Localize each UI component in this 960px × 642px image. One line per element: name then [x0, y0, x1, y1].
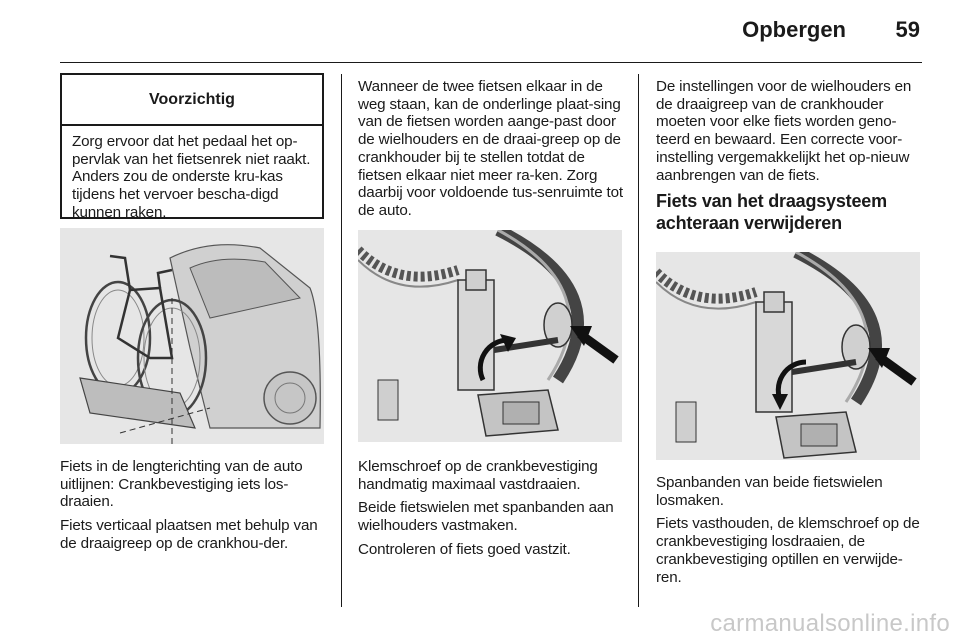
middle-paragraph-1: Klemschroef op de crankbevestiging handmatig maximaal vastdraaien. [358, 458, 598, 493]
right-paragraph-2: Fiets vasthouden, de klemschroef op de crankbevestiging losdraaien, de crankbevestiging optillen en verwijde-ren. [656, 515, 920, 586]
middle-paragraph-3: Controleren of fiets goed vastzit. [358, 540, 571, 558]
right-column-steps [656, 474, 922, 592]
page-number: 59 [895, 17, 920, 42]
section-heading: Fiets van het draagsysteem achteraan verwijderen [656, 191, 887, 234]
page-title: Opbergen [742, 17, 846, 42]
left-column-text [60, 458, 326, 559]
left-paragraph-1: Fiets in de lengterichting van de auto uitlijnen: Crankbevestiging iets los-draaien. [60, 458, 303, 511]
caution-box [60, 73, 324, 219]
column-divider-1 [341, 74, 342, 607]
middle-column-text [358, 458, 624, 565]
column-divider-2 [638, 74, 639, 607]
right-intro: De instellingen voor de wielhouders en de draaigreep van de crankhouder moeten voor elke fiets worden geno-teerd en bewaard. Een correcte voor-instelling vergemakkelijkt het op-nieuw aanbrengen van de fiets. [656, 78, 912, 184]
caution-text: Zorg ervoor dat het pedaal het op-pervlak van het fietsenrek niet raakt. Anders zou de onderste kru-kas tijdens het vervoer bescha-digd kunnen raken. [72, 133, 311, 221]
watermark: carmanualsonline.info [710, 610, 950, 637]
caution-title: Voorzichtig [62, 75, 322, 126]
crank-clamp-tighten-illustration [358, 230, 622, 442]
right-paragraph-1: Spanbanden van beide fietswielen losmaken. [656, 474, 883, 509]
middle-intro: Wanneer de twee fietsen elkaar in de weg staan, kan de onderlinge plaat-sing van de fietsen worden aange-past door de wielhouders en de draai-greep op de crankhouder bij te stellen totdat de fietsen elkaar niet meer ra-ken. Zorg daarbij voor voldoende tus-senruimte tot de auto. [358, 78, 623, 219]
left-paragraph-2: Fiets verticaal plaatsen met behulp van de draaigreep op de crankhou-der. [60, 517, 318, 552]
middle-paragraph-2: Beide fietswielen met spanbanden aan wielhouders vastmaken. [358, 499, 614, 535]
middle-column-intro [358, 78, 624, 226]
bike-carrier-illustration [60, 228, 324, 444]
crank-clamp-loosen-illustration [656, 252, 920, 460]
header-rule [60, 62, 922, 63]
right-column-text [656, 78, 920, 246]
